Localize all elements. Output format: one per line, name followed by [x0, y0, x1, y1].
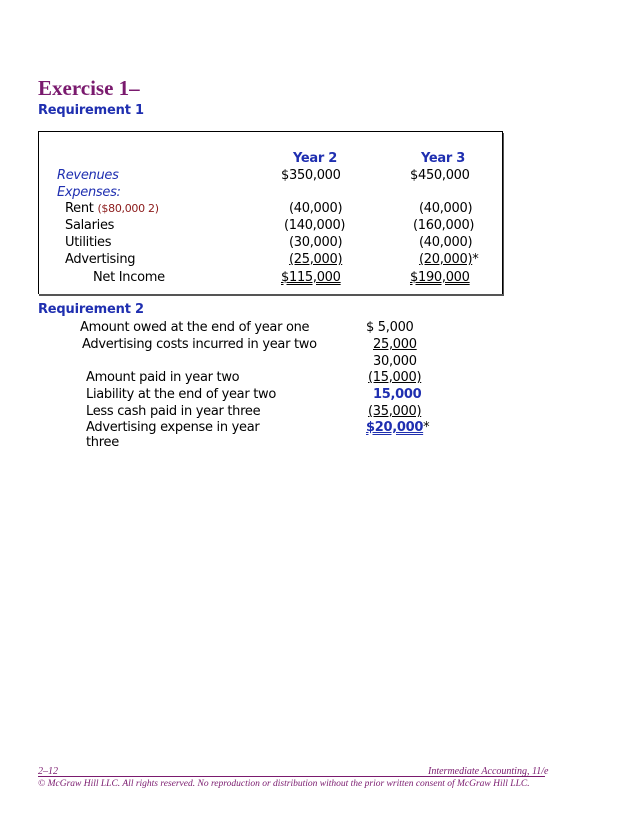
req2-row-value: 30,000 — [373, 354, 417, 369]
req2-row-value: 25,000 — [373, 337, 417, 352]
revenues-y3: $450,000 — [410, 168, 470, 183]
req2-row-label: Less cash paid in year three — [86, 404, 261, 419]
col-year2-header: Year 2 — [293, 151, 337, 166]
req2-row-value: (35,000) — [368, 404, 422, 419]
rent-label: Rent — [65, 201, 94, 216]
req2-row-label: Liability at the end of year two — [86, 387, 276, 402]
net-income-label: Net Income — [93, 270, 165, 285]
footer-divider — [38, 776, 545, 777]
advertising-label: Advertising — [65, 252, 136, 267]
requirement-1-heading: Requirement 1 — [38, 103, 144, 118]
req2-row-label: Amount paid in year two — [86, 370, 240, 385]
revenues-label: Revenues — [57, 168, 119, 183]
req2-asterisk: * — [423, 420, 430, 435]
footer-book-title: Intermediate Accounting, 11/e — [428, 766, 549, 777]
advertising-y3-asterisk: * — [472, 252, 479, 267]
expenses-label: Expenses: — [57, 185, 121, 200]
rent-row-label — [65, 201, 159, 216]
req2-row-value: $20,000 — [366, 420, 424, 435]
footer-page-number: 2–12 — [38, 766, 58, 777]
col-year3-header: Year 3 — [421, 151, 465, 166]
rent-y3: (40,000) — [419, 201, 473, 216]
req2-row-label: Advertising expense in year — [86, 420, 260, 435]
req2-row-value-wrap — [366, 420, 429, 435]
utilities-label: Utilities — [65, 235, 112, 250]
net-income-y3: $190,000 — [410, 270, 470, 285]
revenues-y2: $350,000 — [281, 168, 341, 183]
utilities-y3: (40,000) — [419, 235, 473, 250]
requirement-2-heading: Requirement 2 — [38, 302, 144, 317]
advertising-y2: (25,000) — [289, 252, 343, 267]
footer-copyright: © McGraw Hill LLC. All rights reserved. No reproduction or distribution without the prior written consent of McGraw Hill LLC. — [38, 779, 530, 789]
rent-note: ($80,000 2) — [97, 202, 159, 215]
advertising-y3: (20,000) — [419, 252, 473, 267]
rent-y2: (40,000) — [289, 201, 343, 216]
req2-row-value: 15,000 — [373, 387, 422, 402]
req2-row-value: $ 5,000 — [366, 320, 414, 335]
net-income-y2: $115,000 — [281, 270, 341, 285]
req2-row-value: (15,000) — [368, 370, 422, 385]
page-title: Exercise 1– — [38, 76, 140, 100]
req2-row-label: Advertising costs incurred in year two — [82, 337, 317, 352]
salaries-y3: (160,000) — [413, 218, 475, 233]
salaries-y2: (140,000) — [284, 218, 346, 233]
advertising-y3-row — [419, 252, 478, 267]
utilities-y2: (30,000) — [289, 235, 343, 250]
req2-row-label: Amount owed at the end of year one — [80, 320, 310, 335]
req2-row-label-cont: three — [86, 435, 119, 450]
salaries-label: Salaries — [65, 218, 115, 233]
